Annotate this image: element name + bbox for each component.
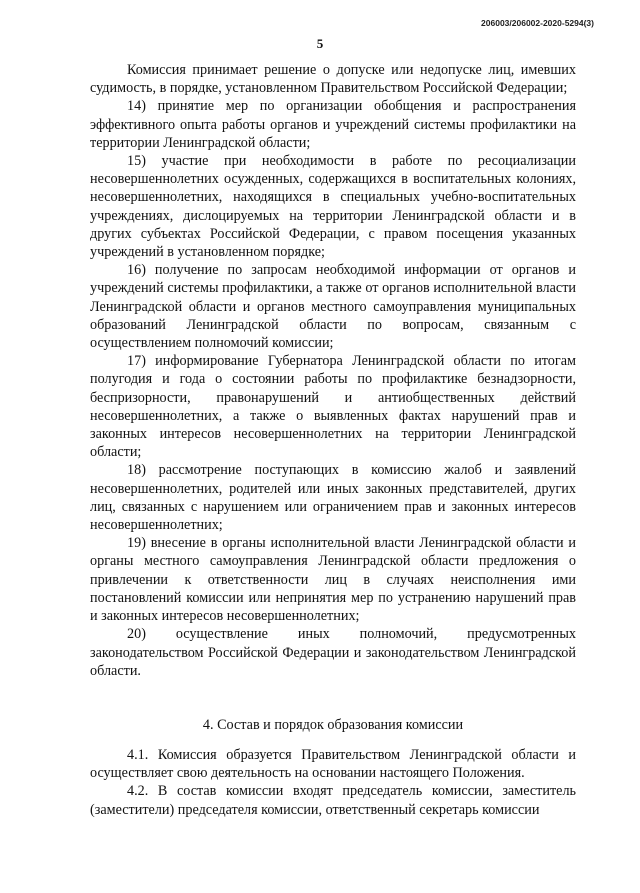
paragraph-item-15: 15) участие при необходимости в работе по ресоциализации несовершеннолетних осужденных, содержащихся в воспитательных колониях, несовершеннолетних, находящихся в специальных учебно-воспитательных учреждениях, дислоцируемых на территории Ленинградской области и в других субъектах Российской Федерации, с правом посещения указанных учреждений в установленном порядке; [90,153,576,261]
paragraph-item-14: 14) принятие мер по организации обобщения и распространения эффективного опыта работы органов и учреждений системы профилактики на территории Ленинградской области; [90,98,576,151]
section-4-body [90,746,576,819]
paragraph-item-17: 17) информирование Губернатора Ленинградской области по итогам полугодия и года о состоянии работы по профилактике безнадзорности, беспризорности, правонарушений и антиобщественных действий несовершеннолетних, а также о выявленных фактах нарушений прав и законных интересов несовершеннолетних на территории Ленинградской области; [90,353,576,461]
paragraph-item-16: 16) получение по запросам необходимой информации от органов и учреждений системы профилактики, а также от органов исполнительной власти Ленинградской области и органов местного самоуправления муниципальных образований Ленинградской области по вопросам, связанным с осуществлением полномочий комиссии; [90,262,576,352]
paragraph-item-20: 20) осуществление иных полномочий, предусмотренных законодательством Российской Федерации и законодательством Ленинградской области. [90,626,576,679]
paragraph-item-18: 18) рассмотрение поступающих в комиссию жалоб и заявлений несовершеннолетних, родителей или иных законных представителей, других лиц, связанных с нарушением или ограничением прав и законных интересов несовершеннолетних; [90,462,576,534]
document-number: 206003/206002-2020-5294(3) [481,18,594,28]
paragraph-admission-decision: Комиссия принимает решение о допуске или недопуске лиц, имевших судимость, в порядке, установленном Правительством Российской Федерации; [90,62,576,97]
page-number: 5 [316,36,324,51]
paragraph-4-1: 4.1. Комиссия образуется Правительством Ленинградской области и осуществляет свою деятельность на основании настоящего Положения. [90,747,576,782]
paragraph-4-2: 4.2. В состав комиссии входят председатель комиссии, заместитель (заместители) председателя комиссии, ответственный секретарь комиссии [90,783,576,818]
section-4-title: 4. Состав и порядок образования комиссии [202,717,464,733]
document-body [90,61,576,680]
paragraph-item-19: 19) внесение в органы исполнительной власти Ленинградской области и органы местного самоуправления Ленинградской области предложения о привлечении к ответственности лиц в случаях неисполнения ими постановлений комиссии или непринятия мер по устранению нарушений прав и законных интересов несовершеннолетних; [90,535,576,625]
